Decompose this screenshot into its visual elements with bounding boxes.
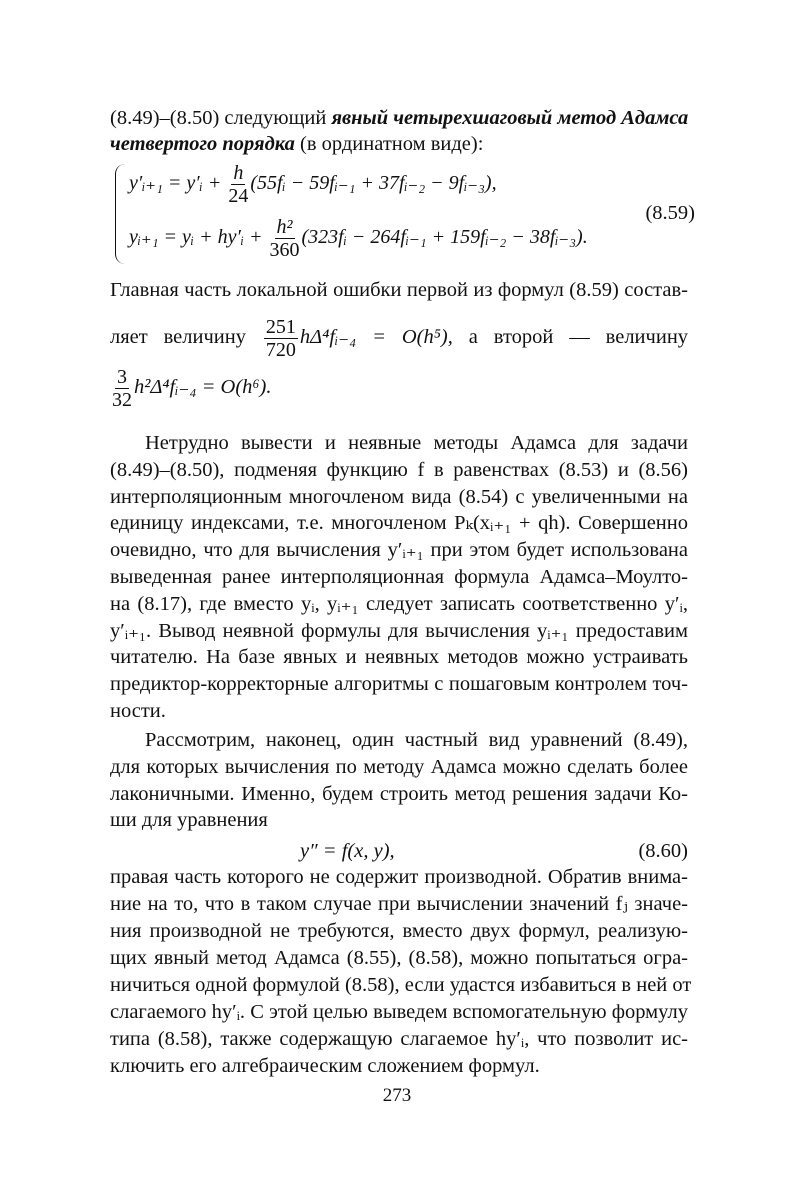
numerator: 3 bbox=[117, 366, 127, 388]
text-line: для которых вычисления по методу Адамса можно сделать более bbox=[110, 755, 688, 778]
equation-number: (8.59) bbox=[645, 202, 695, 224]
equation-8-60 bbox=[300, 838, 688, 864]
intro-line-2 bbox=[110, 131, 688, 157]
text: ляет величину bbox=[110, 326, 246, 349]
text-line: предиктор-корректорные алгоритмы с пошаговым контролем точ- bbox=[110, 673, 688, 696]
text-line: слагаемого hy′ᵢ. С этой целью выведем вспомогательную формулу bbox=[110, 1001, 688, 1023]
equation-expr: y″ = f(x, y), bbox=[300, 840, 395, 862]
denominator: 720 bbox=[265, 339, 296, 361]
text-line: ключить его алгебраическим сложением формул. bbox=[110, 1055, 540, 1077]
error-line-2 bbox=[110, 316, 688, 361]
denominator: 24 bbox=[228, 185, 249, 207]
eq-lhs: y′ᵢ₊₁ = y′ᵢ + bbox=[129, 172, 227, 195]
text-line: лаконичными. Именно, будем строить метод решения задачи Ко- bbox=[110, 782, 688, 805]
fraction bbox=[112, 366, 132, 411]
denominator: 360 bbox=[269, 239, 300, 261]
fraction bbox=[228, 162, 248, 207]
text-line: щих явный метод Адамса (8.55), (8.58), можно попытаться огра- bbox=[110, 947, 688, 969]
denominator: 32 bbox=[112, 389, 132, 411]
text-line: читателю. На базе явных и неявных методов можно устраивать bbox=[110, 646, 688, 669]
error-line-1: Главная часть локальной ошибки первой из формул (8.59) состав- bbox=[110, 279, 688, 301]
error-line-3 bbox=[110, 366, 688, 411]
equation-row-1 bbox=[129, 162, 497, 207]
page-number: 273 bbox=[382, 1085, 412, 1106]
eq-lhs: yᵢ₊₁ = yᵢ + hy′ᵢ + bbox=[129, 226, 268, 249]
equation-number: (8.60) bbox=[638, 840, 688, 862]
text-line: ши для уравнения bbox=[110, 809, 268, 832]
text-line: правая часть которого не содержит производной. Обратив внима- bbox=[110, 866, 688, 888]
eq-rhs: (323fᵢ − 264fᵢ₋₁ + 159fᵢ₋₂ − 38fᵢ₋₃). bbox=[301, 226, 588, 249]
text-line: ние на то, что в таком случае при вычислении значений fⱼ значе- bbox=[110, 893, 688, 915]
numerator: h bbox=[233, 162, 244, 184]
text-line: единицу индексами, т.е. многочленом Pₖ(xᵢ₊₁ + qh). Совершенно bbox=[110, 512, 688, 535]
left-brace bbox=[115, 164, 126, 264]
text-line: ности. bbox=[110, 700, 166, 722]
fraction bbox=[270, 216, 300, 261]
numerator: 251 bbox=[265, 316, 296, 338]
method-name-bold: явный четырехшаговый метод Адамса bbox=[331, 107, 689, 129]
text-line: выведенная ранее интерполяционная формула Адамса–Моулто- bbox=[110, 566, 688, 588]
text-line: интерполяционным многочленом вида (8.54) с увеличенными на bbox=[110, 485, 688, 508]
text-line: очевидно, что для вычисления y′ᵢ₊₁ при этом будет использована bbox=[110, 539, 688, 562]
text: а второй — величину bbox=[468, 326, 689, 349]
intro-line-1 bbox=[110, 105, 688, 131]
text-line: (8.49)–(8.50), подменяя функцию f в равенствах (8.53) и (8.56) bbox=[110, 458, 688, 481]
expr: hΔ⁴fᵢ₋₄ = O(h⁵), bbox=[299, 326, 453, 349]
text-line: Рассмотрим, наконец, один частный вид уравнений (8.49), bbox=[145, 729, 688, 751]
intro-text-2: (в ординатном виде): bbox=[294, 133, 484, 155]
text-line: y′ᵢ₊₁. Вывод неявной формулы для вычисления yᵢ₊₁ предоставим bbox=[110, 619, 688, 642]
error-term-1 bbox=[262, 316, 453, 361]
text-line: Нетрудно вывести и неявные методы Адамса для задачи bbox=[145, 432, 688, 454]
eq-rhs: (55fᵢ − 59fᵢ₋₁ + 37fᵢ₋₂ − 9fᵢ₋₃), bbox=[250, 172, 497, 195]
fraction bbox=[264, 316, 298, 361]
equation-row-2 bbox=[129, 216, 588, 261]
text-line: на (8.17), где вместо yᵢ, yᵢ₊₁ следует записать соответственно y′ᵢ, bbox=[110, 592, 688, 615]
text-line: типа (8.58), также содержащую слагаемое hy′ᵢ, что позволит ис- bbox=[110, 1028, 688, 1050]
method-order-bold: четвертого порядка bbox=[110, 133, 295, 155]
text-line: ничиться одной формулой (8.58), если удастся избавиться в ней от bbox=[110, 974, 692, 996]
text-line: ния производной не требуются, вместо двух формул, реализую- bbox=[110, 920, 688, 942]
numerator: h² bbox=[276, 216, 293, 238]
equation-system-8-59 bbox=[115, 160, 695, 270]
expr: h²Δ⁴fᵢ₋₄ = O(h⁶). bbox=[134, 376, 272, 399]
intro-text: (8.49)–(8.50) следующий bbox=[110, 107, 332, 129]
